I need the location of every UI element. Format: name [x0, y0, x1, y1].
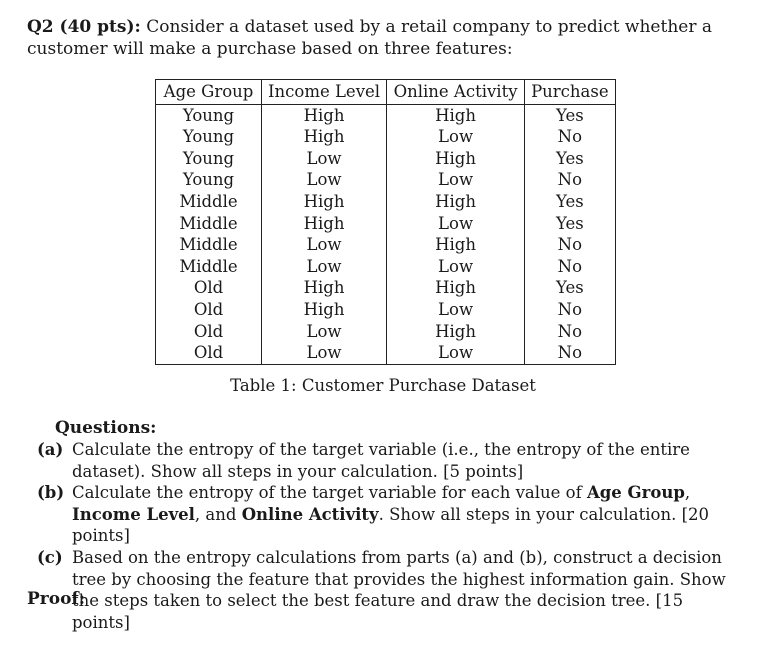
question-a-text: Calculate the entropy of the target variable (i.e., the entropy of the entire dataset). Show all steps in your calculation. [5 points]	[72, 440, 690, 481]
header-online-activity: Online Activity	[387, 80, 525, 105]
cell-purchase: No	[525, 321, 616, 343]
cell-online: Low	[387, 256, 525, 278]
table-row	[156, 148, 616, 170]
cell-income: High	[262, 213, 387, 235]
cell-income: High	[262, 299, 387, 321]
cell-age: Young	[182, 170, 235, 190]
cell-income: Low	[262, 169, 387, 191]
cell-income: High	[262, 277, 387, 299]
cell-purchase: Yes	[525, 191, 616, 213]
questions-list	[37, 439, 737, 633]
cell-age: Middle	[179, 191, 238, 211]
questions-heading: Questions:	[55, 418, 157, 438]
term-online-activity: Online Activity	[241, 504, 379, 524]
cell-purchase: Yes	[525, 104, 616, 126]
cell-age: Old	[193, 343, 224, 363]
cell-online: Low	[387, 299, 525, 321]
question-b	[37, 482, 737, 547]
question-a-marker: (a)	[37, 440, 64, 459]
cell-income: High	[262, 191, 387, 213]
table-row	[156, 256, 616, 278]
question-b-text-1: Calculate the entropy of the target variable for each value of	[72, 483, 587, 503]
cell-online: High	[387, 277, 525, 299]
term-age-group: Age Group	[586, 483, 685, 503]
cell-purchase: No	[525, 234, 616, 256]
cell-income: Low	[262, 256, 387, 278]
problem-label: Q2 (40 pts):	[27, 17, 141, 37]
cell-purchase: No	[525, 169, 616, 191]
table-row	[156, 342, 616, 364]
question-a	[37, 439, 737, 482]
cell-online: High	[387, 191, 525, 213]
cell-age: Middle	[179, 256, 238, 276]
cell-age: Old	[193, 321, 224, 341]
cell-online: Low	[387, 169, 525, 191]
table-header-row	[156, 80, 616, 105]
question-c	[37, 547, 737, 633]
cell-income: High	[262, 104, 387, 126]
cell-purchase: Yes	[525, 277, 616, 299]
cell-income: Low	[262, 321, 387, 343]
cell-online: High	[387, 104, 525, 126]
cell-age: Young	[182, 148, 235, 168]
cell-age: Young	[182, 105, 235, 125]
problem-text: Consider a dataset used by a retail company to predict whether a customer will make a purchase based on three features:	[27, 17, 712, 59]
table-row	[156, 126, 616, 148]
cell-online: High	[387, 148, 525, 170]
table-caption-text: Table 1: Customer Purchase Dataset	[230, 376, 536, 395]
cell-age: Old	[193, 278, 224, 298]
cell-purchase: No	[525, 299, 616, 321]
cell-age: Middle	[179, 235, 238, 255]
table-row	[156, 104, 616, 126]
cell-online: Low	[387, 126, 525, 148]
proof-label: Proof:	[27, 589, 86, 609]
question-b-marker: (b)	[37, 483, 65, 503]
question-b-text-4: . Show all steps in your calculation. [20 points]	[72, 504, 710, 546]
cell-age: Young	[182, 127, 235, 147]
cell-purchase: No	[525, 256, 616, 278]
header-age-group: Age Group	[156, 80, 262, 105]
cell-income: Low	[262, 342, 387, 364]
dataset-table	[155, 79, 616, 365]
question-c-text: Based on the entropy calculations from parts (a) and (b), construct a decision tree by choosing the feature that provides the highest information gain. Show the steps taken to select the best feature and draw the decision tree. [15 points]	[72, 547, 726, 632]
cell-income: Low	[262, 234, 387, 256]
table-row	[156, 169, 616, 191]
cell-age: Middle	[179, 213, 238, 233]
table-row	[156, 299, 616, 321]
table-row	[156, 234, 616, 256]
question-b-text-2: ,	[684, 483, 691, 503]
term-income-level: Income Level	[72, 504, 195, 524]
cell-online: High	[387, 321, 525, 343]
problem-statement	[27, 16, 739, 60]
cell-age: Old	[193, 299, 224, 319]
table-row	[156, 321, 616, 343]
cell-income: Low	[262, 148, 387, 170]
header-purchase: Purchase	[525, 80, 616, 105]
cell-income: High	[262, 126, 387, 148]
table-row	[156, 213, 616, 235]
cell-online: Low	[387, 342, 525, 364]
cell-purchase: Yes	[525, 148, 616, 170]
cell-online: High	[387, 234, 525, 256]
table-row	[156, 277, 616, 299]
header-income-level: Income Level	[262, 80, 387, 105]
question-b-text-3: , and	[194, 504, 242, 524]
cell-purchase: No	[525, 126, 616, 148]
cell-purchase: Yes	[525, 213, 616, 235]
table-caption	[0, 376, 766, 395]
cell-purchase: No	[525, 342, 616, 364]
question-b-text	[72, 483, 709, 545]
cell-online: Low	[387, 213, 525, 235]
question-c-marker: (c)	[37, 547, 63, 567]
table-row	[156, 191, 616, 213]
